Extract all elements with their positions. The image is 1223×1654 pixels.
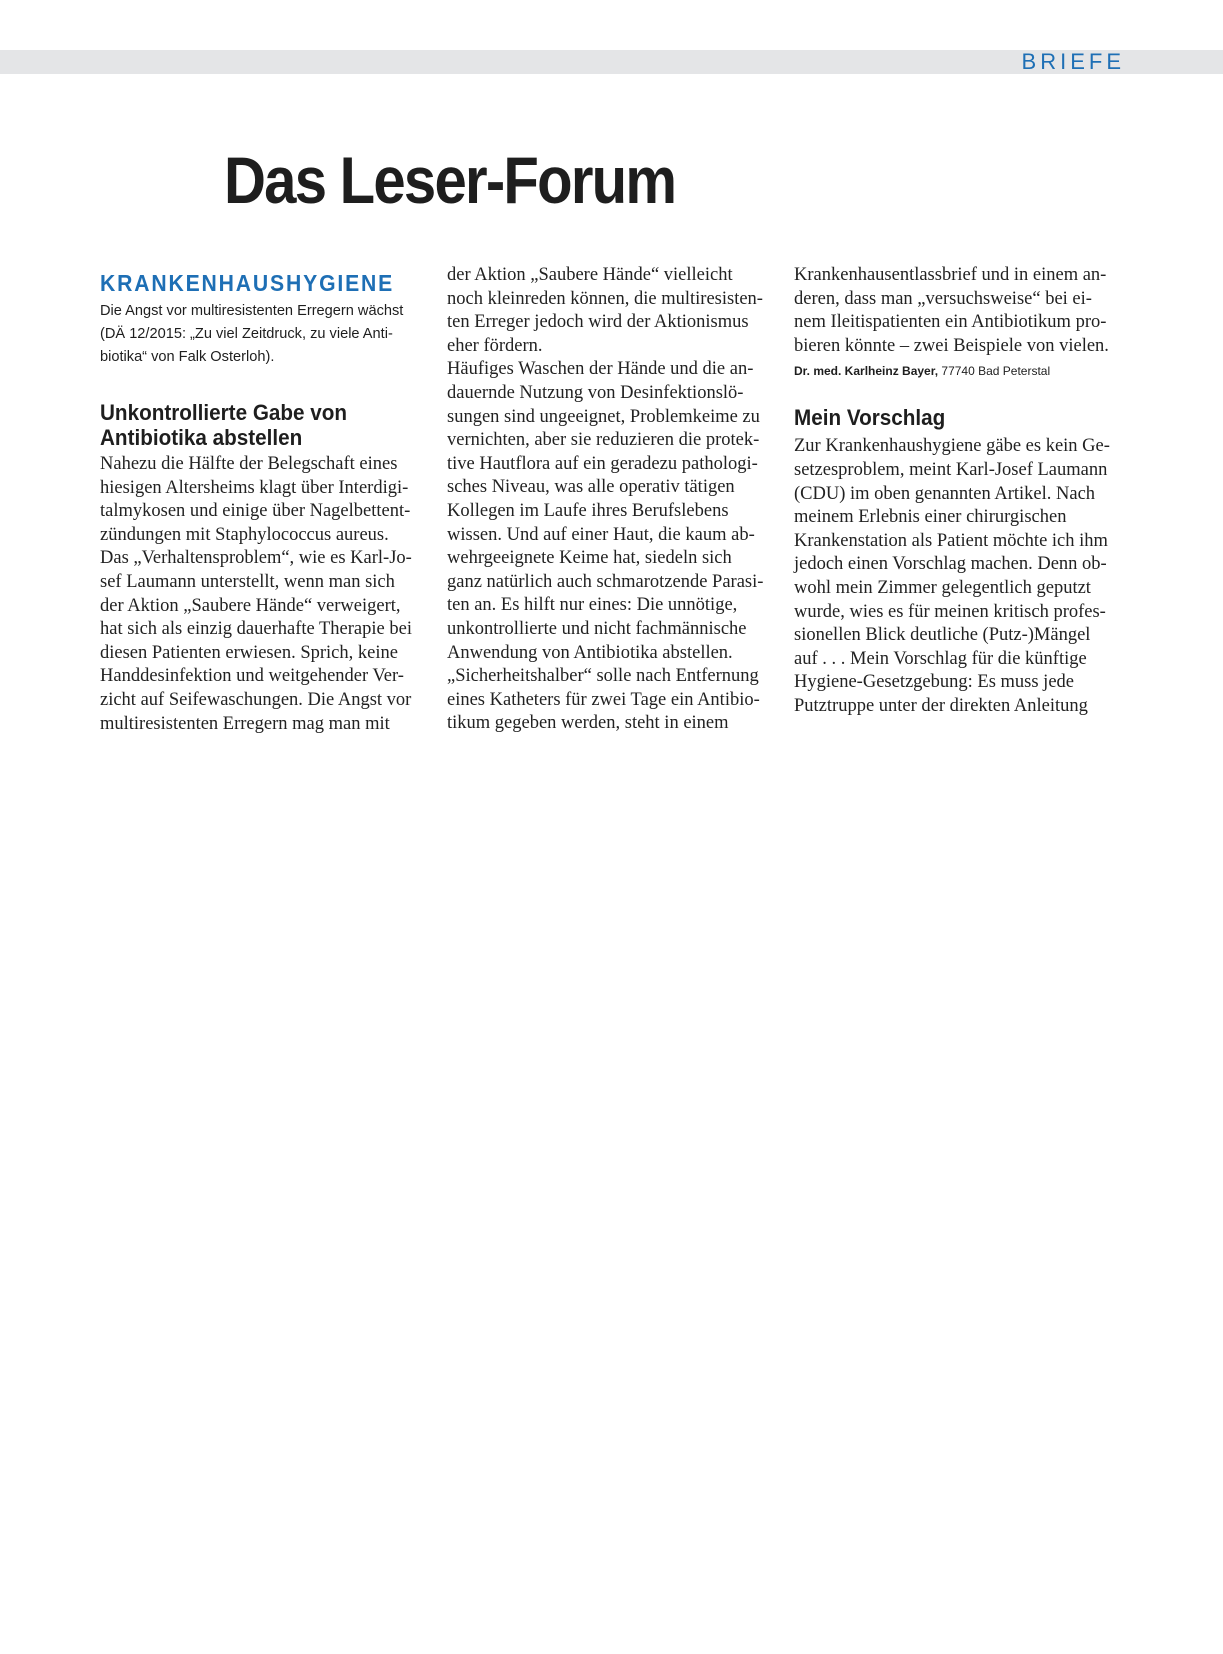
page-title: Das Leser-Forum [224, 143, 676, 217]
body-line: Hygiene-Gesetzgebung: Es muss jede [794, 672, 1074, 693]
body-line: zicht auf Seifewaschungen. Die Angst vor [100, 689, 412, 710]
author-name: Dr. med. Karlheinz Bayer, [794, 364, 939, 379]
body-line: sches Niveau, was alle operativ tätigen [447, 477, 735, 498]
body-line: dauernde Nutzung von Desinfektionslö- [447, 382, 744, 403]
body-line: ten an. Es hilft nur eines: Die unnötige, [447, 595, 738, 616]
body-line: vernichten, aber sie reduzieren die protek- [447, 430, 760, 451]
body-line: noch kleinreden können, die multiresisten- [447, 288, 763, 309]
letter-headline [794, 405, 1104, 430]
body-line: Anwendung von Antibiotika abstellen. [447, 642, 733, 663]
body-line: jedoch einen Vorschlag machen. Denn ob- [794, 554, 1107, 575]
body-line: unkontrollierte und nicht fachmännische [447, 618, 747, 639]
body-line: (CDU) im oben genannten Artikel. Nach [794, 483, 1096, 504]
body-line: diesen Patienten erwiesen. Sprich, keine [100, 642, 398, 663]
section-label: BRIEFE [1021, 49, 1125, 74]
body-line: eines Katheters für zwei Tage ein Antibio- [447, 689, 760, 710]
letter-headline [100, 400, 410, 450]
body-line: multiresistenten Erregern mag man mit [100, 713, 390, 734]
body-line: ten Erreger jedoch wird der Aktionismus [447, 312, 749, 333]
body-line: deren, dass man „versuchsweise“ bei ei- [794, 288, 1092, 309]
body-line: hiesigen Altersheims klagt über Interdigi- [100, 477, 409, 498]
body-line: der Aktion „Saubere Hände“ vielleicht [447, 265, 733, 285]
body-line: bieren könnte – zwei Beispiele von vielen. [794, 335, 1109, 356]
body-line: Putztruppe unter der direkten Anleitung [794, 695, 1088, 716]
article-reference [100, 300, 430, 369]
letter-body [794, 264, 1124, 358]
body-line: der Aktion „Saubere Hände“ verweigert, [100, 595, 401, 616]
category-label: KRANKENHAUSHYGIENE [100, 270, 395, 296]
headline-line: Mein Vorschlag [794, 405, 946, 431]
headline-line: Unkontrollierte Gabe von [100, 400, 348, 425]
body-line: Kollegen im Laufe ihres Berufslebens [447, 500, 729, 521]
body-line: wehrgeeignete Keime hat, siedeln sich [447, 548, 732, 569]
letter-author [794, 361, 1124, 381]
body-line: hat sich als einzig dauerhafte Therapie bei [100, 619, 412, 640]
letter-body [100, 453, 430, 736]
body-line: meinem Erlebnis einer chirurgischen [794, 507, 1067, 528]
reference-line: (DÄ 12/2015: „Zu viel Zeitdruck, zu viele Anti- [100, 326, 393, 342]
body-line: „Sicherheitshalber“ solle nach Entfernung [447, 666, 759, 687]
headline-line: Antibiotika abstellen [100, 425, 303, 450]
body-line: auf . . . Mein Vorschlag für die künftige [794, 648, 1087, 669]
body-line: nem Ileitispatienten ein Antibiotikum pro- [794, 312, 1107, 333]
body-line: Krankenhausentlassbrief und in einem an- [794, 265, 1107, 285]
reference-line: Die Angst vor multiresistenten Erregern wächst [100, 303, 404, 319]
body-line: sionellen Blick deutliche (Putz-)Mängel [794, 625, 1091, 646]
body-line: Häufiges Waschen der Hände und die an- [447, 359, 754, 380]
column-2 [447, 264, 777, 736]
reference-line: biotika“ von Falk Osterloh). [100, 349, 275, 365]
body-line: talmykosen und einige über Nagelbettent- [100, 501, 411, 522]
column-3 [794, 264, 1124, 719]
body-line: setzesproblem, meint Karl-Josef Laumann [794, 459, 1108, 480]
author-location: 77740 Bad Peterstal [938, 364, 1051, 379]
body-line: Handdesinfektion und weitgehender Ver- [100, 666, 404, 687]
body-line: ganz natürlich auch schmarotzende Parasi- [447, 571, 764, 592]
body-line: Das „Verhaltensproblem“, wie es Karl-Jo- [100, 548, 412, 569]
body-line: tikum gegeben werden, steht in einem [447, 713, 729, 734]
letter-body [794, 435, 1124, 718]
body-line: Zur Krankenhaushygiene gäbe es kein Ge- [794, 436, 1110, 457]
body-line: Krankenstation als Patient möchte ich ihm [794, 530, 1108, 551]
body-line: eher fördern. [447, 335, 543, 356]
body-line: sef Laumann unterstellt, wenn man sich [100, 571, 395, 592]
body-line: Nahezu die Hälfte der Belegschaft eines [100, 454, 398, 474]
body-line: wissen. Und auf einer Haut, die kaum ab- [447, 524, 755, 545]
body-line: wohl mein Zimmer gelegentlich geputzt [794, 577, 1091, 598]
body-line: sungen sind ungeeignet, Problemkeime zu [447, 406, 760, 427]
body-line: tive Hautflora auf ein geradezu pathologi- [447, 453, 758, 474]
letter-body [447, 264, 777, 736]
column-1 [100, 264, 430, 736]
body-line: wurde, wies es für meinen kritisch profes- [794, 601, 1106, 622]
body-line: zündungen mit Staphylococcus aureus. [100, 524, 389, 545]
